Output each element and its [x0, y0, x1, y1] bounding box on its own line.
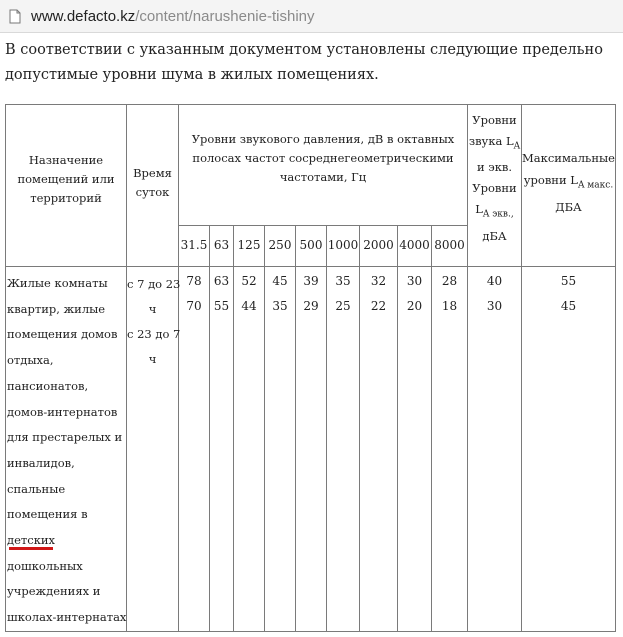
day-value: 63 [213, 274, 230, 288]
night-value: 22 [370, 299, 387, 313]
header-pressure-line-1: Уровни звукового давления, дВ в октавных [191, 132, 455, 146]
night-value: 20 [406, 299, 423, 313]
header-sound-level-line-2 [468, 131, 521, 157]
header-sound-level-line-5 [468, 199, 521, 225]
time-line: с 7 до 23 [127, 277, 181, 291]
intro-line-1: В соответствии с указанным документом установлены следующие предельно [5, 42, 603, 58]
url-path: /content/narushenie-tishiny [135, 8, 315, 25]
sound-level-text: звука L [468, 134, 514, 148]
freq-header: 250 [268, 238, 292, 252]
time-line: ч [148, 302, 157, 316]
day-value: 39 [303, 274, 319, 288]
purpose-line: пансионатов, [7, 378, 89, 393]
header-max-level-line-2 [522, 169, 615, 196]
purpose-line: школах-интернатах [7, 610, 127, 625]
day-value: 45 [272, 274, 288, 288]
equiv-level-subscript: A экв., [482, 209, 514, 220]
day-value: 52 [241, 274, 257, 288]
freq-header: 1000 [327, 238, 359, 252]
sound-level-night: 30 [486, 299, 503, 313]
equiv-level-text: L [475, 202, 483, 217]
freq-header: 2000 [363, 238, 394, 252]
purpose-line: спальные [7, 481, 66, 496]
header-purpose-line-3: территорий [30, 191, 102, 205]
header-purpose-line-1: Назначение [28, 153, 104, 167]
header-max-level-line-3: ДБА [555, 200, 582, 215]
night-value: 44 [241, 299, 257, 313]
spellcheck-underline [9, 547, 53, 550]
max-level-text: уровни L [523, 173, 578, 187]
freq-header: 4000 [399, 238, 430, 252]
max-level-night: 45 [560, 299, 577, 313]
header-sound-level-line-6: дБА [482, 228, 507, 243]
day-value: 35 [335, 274, 351, 288]
night-value: 55 [213, 299, 230, 313]
freq-header: 8000 [434, 238, 465, 252]
max-level-subscript: A макс. [577, 180, 614, 191]
header-pressure-line-2: полосах частот сосреднегеометрическими [192, 151, 454, 165]
url-host: www.defacto.kz [31, 8, 136, 25]
header-sound-level-line-4: Уровни [472, 181, 517, 196]
purpose-line: помещения в [7, 507, 88, 522]
purpose-line: отдыха, [7, 353, 54, 368]
sound-level-day: 40 [486, 274, 503, 288]
header-time-line-2: суток [135, 185, 170, 199]
header-max-level [522, 147, 615, 218]
night-value: 18 [441, 299, 458, 313]
night-value: 25 [335, 299, 351, 313]
freq-header: 63 [213, 238, 230, 252]
time-line: ч [148, 352, 157, 366]
header-max-level-line-1: Максимальные [522, 151, 615, 165]
row-purpose [7, 271, 126, 631]
purpose-line: Жилые комнаты [7, 276, 108, 290]
header-sound-level-line-1: Уровни [472, 113, 517, 127]
header-purpose-line-2: помещений или [17, 172, 115, 186]
night-value: 35 [272, 299, 288, 313]
purpose-line-spellcheck: детских [7, 533, 56, 548]
intro-line-2: допустимые уровни шума в жилых помещениях. [5, 67, 379, 83]
purpose-line: дошкольных [7, 558, 83, 573]
day-value: 32 [370, 274, 387, 288]
day-value: 30 [406, 274, 423, 288]
night-value: 70 [186, 299, 202, 313]
sound-level-subscript: A [513, 141, 521, 152]
header-sound-level-line-3: и экв. [476, 160, 513, 175]
freq-header: 500 [299, 238, 323, 252]
header-purpose [6, 151, 126, 208]
header-time-line-1: Время [133, 166, 172, 180]
max-level-day: 55 [560, 274, 577, 288]
day-value: 78 [186, 274, 202, 288]
header-time [127, 164, 178, 202]
purpose-line: квартир, жилые [7, 301, 106, 316]
row-time [127, 272, 181, 372]
header-pressure-line-3: частотами, Гц [279, 170, 367, 184]
purpose-line: помещения домов [7, 327, 118, 342]
freq-header: 31.5 [180, 238, 208, 252]
purpose-line: для престарелых и [7, 430, 123, 445]
purpose-line: учреждениях и [7, 584, 101, 599]
purpose-line: домов-интернатов [7, 404, 118, 419]
night-value: 29 [303, 299, 319, 313]
time-line: с 23 до 7 [127, 327, 181, 341]
header-sound-level [468, 110, 521, 247]
day-value: 28 [441, 274, 458, 288]
header-sound-pressure [179, 130, 467, 187]
freq-header: 125 [237, 238, 261, 252]
purpose-line: инвалидов, [7, 455, 75, 470]
